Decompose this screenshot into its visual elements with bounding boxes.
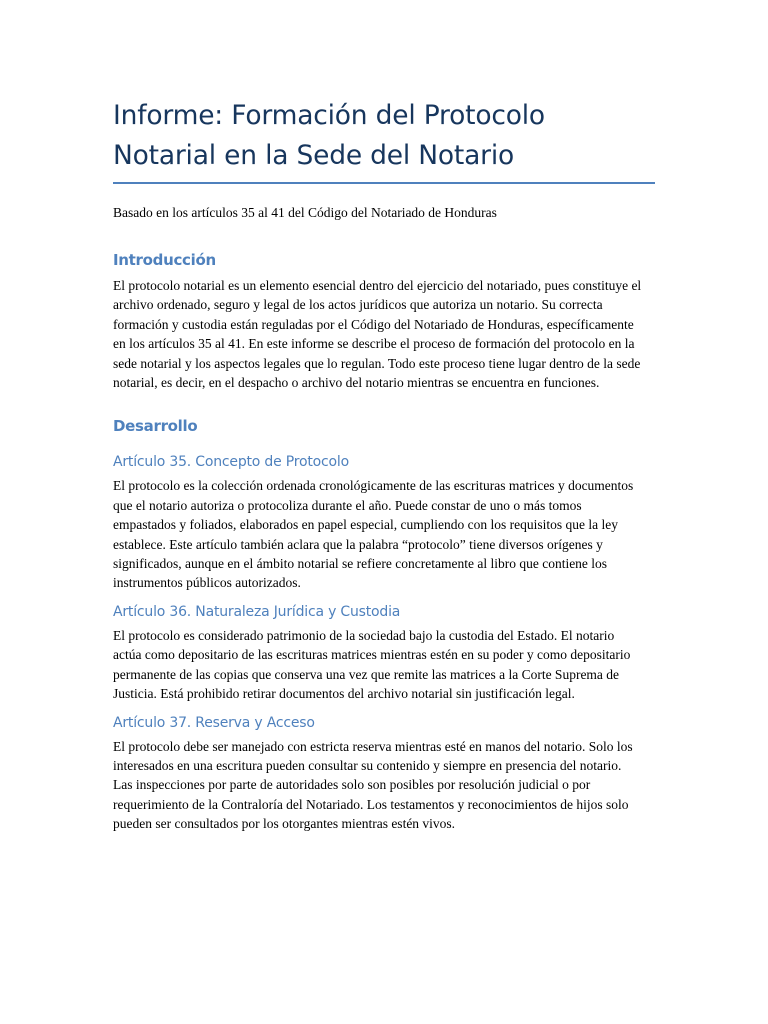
document-subtitle: Basado en los artículos 35 al 41 del Código del Notariado de Honduras [113, 205, 497, 220]
paragraph-articulo-36: El protocolo es considerado patrimonio de la sociedad bajo la custodia del Estado. El notario actúa como depositario de las escrituras matrices mientras estén en su poder y como depositario permanente de las copias que conserva una vez que remite las matrices a la Corte Suprema de Justicia. Está prohibido retirar documentos del archivo notarial sin justificación legal. [113, 627, 631, 702]
paragraph-articulo-37: El protocolo debe ser manejado con estricta reserva mientras esté en manos del notario. Solo los interesados en una escritura pueden consultar su contenido y siempre en presencia del notario. Las inspecciones por parte de autoridades solo son posibles por resolución judicial o por requerimiento de la Contraloría del Notariado. Los testamentos y reconocimientos de hijos solo pueden ser consultados por los otorgantes mientras estén vivos. [113, 738, 633, 832]
document-page [113, 96, 655, 834]
heading-desarrollo: Desarrollo [113, 417, 198, 436]
document-title [113, 96, 655, 176]
document-title-line-1: Informe: Formación del Protocolo [113, 100, 545, 131]
paragraph-articulo-35: El protocolo es la colección ordenada cronológicamente de las escrituras matrices y documentos que el notario autoriza o protocoliza durante el año. Puede constar de uno o más tomos empastados y foliados, elaborados en papel especial, cumpliendo con los requisitos que la ley establece. Este artículo también aclara que la palabra “protocolo” tiene diversos orígenes y significados, aunque en el ámbito notarial se refiere concretamente al libro que contiene los instrumentos públicos autorizados. [113, 478, 634, 591]
title-divider [113, 182, 655, 184]
heading-articulo-36: Artículo 36. Naturaleza Jurídica y Custodia [113, 603, 401, 620]
heading-articulo-37: Artículo 37. Reserva y Acceso [113, 714, 315, 731]
heading-introduccion: Introducción [113, 251, 216, 269]
paragraph-introduccion: El protocolo notarial es un elemento esencial dentro del ejercicio del notariado, pues constituye el archivo ordenado, seguro y legal de los actos jurídicos que autoriza un notario. Su correcta formación y custodia están reguladas por el Código del Notariado de Honduras, específicamente en los artículos 35 al 41. En este informe se describe el proceso de formación del protocolo en la sede notarial y los aspectos legales que lo regulan. Todo este proceso tiene lugar dentro de la sede notarial, es decir, en el despacho o archivo del notario mientras se encuentra en funciones. [113, 278, 642, 391]
heading-articulo-35: Artículo 35. Concepto de Protocolo [113, 454, 349, 471]
document-title-line-2: Notarial en la Sede del Notario [113, 140, 515, 171]
